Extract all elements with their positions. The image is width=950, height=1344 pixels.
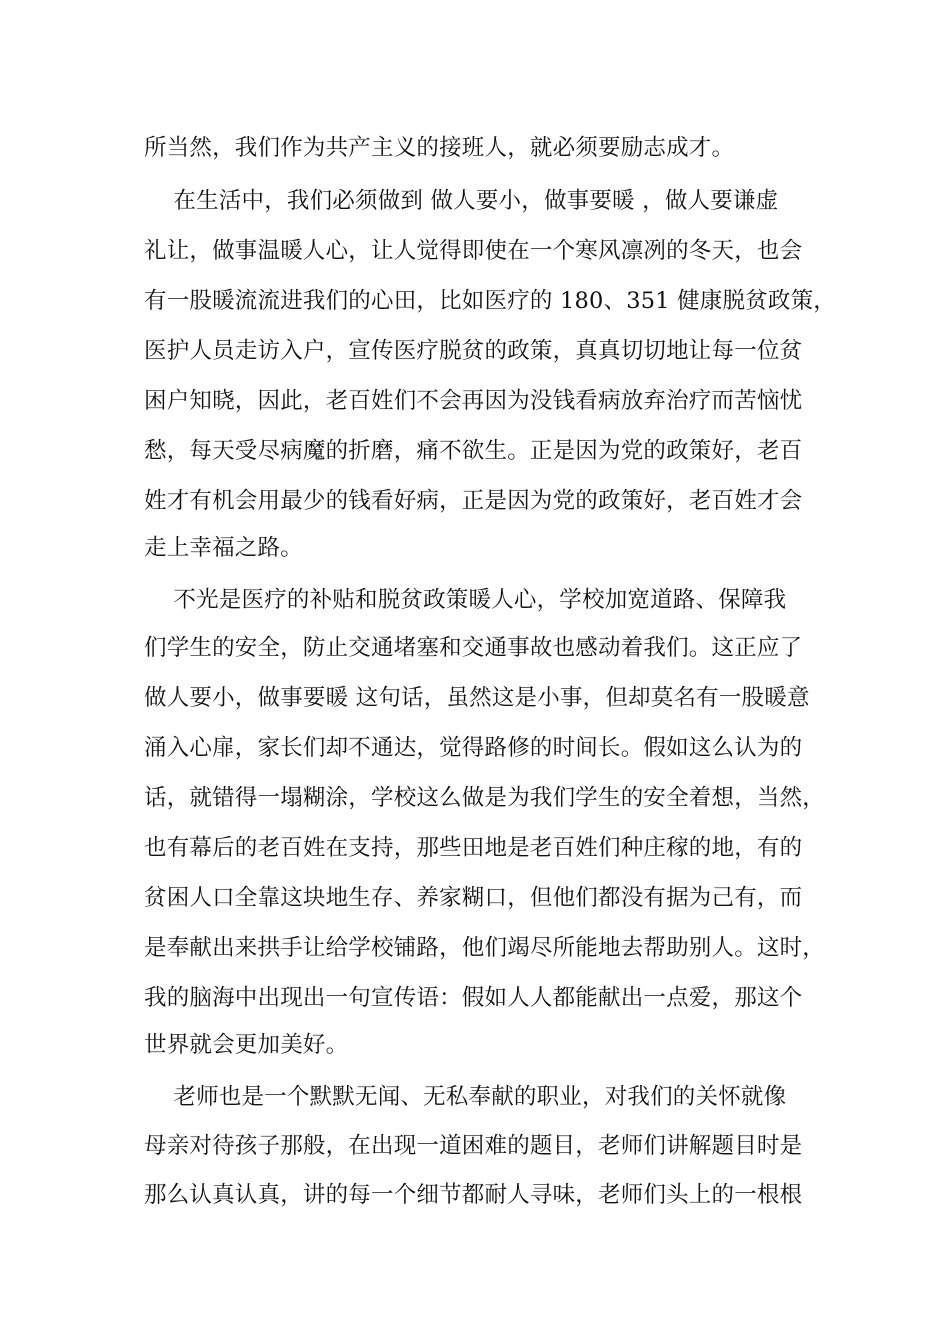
text-line: 那么认真认真，讲的每一个细节都耐人寻味，老师们头上的一根根 — [144, 1182, 803, 1208]
text-line: 我的脑海中出现出一句宣传语：假如人人都能献出一点爱，那这个 — [144, 985, 803, 1011]
text-line: 老师也是一个默默无闻、无私奉献的职业，对我们的关怀就像 — [144, 1084, 787, 1110]
text-line: 们学生的安全，防止交通堵塞和交通事故也感动着我们。这正应了 — [144, 635, 803, 661]
text-line: 愁，每天受尽病魔的折磨，痛不欲生。正是因为党的政策好，老百 — [144, 438, 803, 464]
text-line: 贫困人口全靠这块地生存、养家糊口，但他们都没有据为己有，而 — [144, 885, 803, 911]
text-line: 也有幕后的老百姓在支持，那些田地是老百姓们种庄稼的地，有的 — [144, 835, 803, 861]
text-line: 世界就会更加美好。 — [144, 1032, 349, 1058]
text-line: 礼让，做事温暖人心，让人觉得即使在一个寒风凛冽的冬天，也会 — [144, 238, 803, 264]
text-line: 姓才有机会用最少的钱看好病，正是因为党的政策好，老百姓才会 — [144, 488, 803, 514]
text-line: 涌入心扉，家长们却不通达，觉得路修的时间长。假如这么认为的 — [144, 735, 803, 761]
text-line: 话，就错得一塌糊涂，学校这么做是为我们学生的安全着想，当然， — [144, 785, 826, 811]
text-line: 在生活中，我们必须做到 做人要小，做事要暖 ，做人要谦虚 — [144, 188, 779, 214]
text-line: 走上幸福之路。 — [144, 535, 303, 561]
text-line: 有一股暖流流进我们的心田，比如医疗的 180、351 健康脱贫政策， — [144, 288, 836, 314]
text-line: 是奉献出来拱手让给学校铺路，他们竭尽所能地去帮助别人。这时， — [144, 935, 826, 961]
text-line: 困户知晓，因此，老百姓们不会再因为没钱看病放弃治疗而苦恼忧 — [144, 388, 803, 414]
text-line: 医护人员走访入户，宣传医疗脱贫的政策，真真切切地让每一位贫 — [144, 338, 803, 364]
text-line: 所当然，我们作为共产主义的接班人，就必须要励志成才。 — [144, 135, 735, 161]
text-line: 母亲对待孩子那般，在出现一道困难的题目，老师们讲解题目时是 — [144, 1133, 803, 1159]
text-line: 不光是医疗的补贴和脱贫政策暖人心，学校加宽道路、保障我 — [144, 587, 787, 613]
text-line: 做人要小，做事要暖 这句话，虽然这是小事，但却莫名有一股暖意 — [144, 685, 810, 711]
